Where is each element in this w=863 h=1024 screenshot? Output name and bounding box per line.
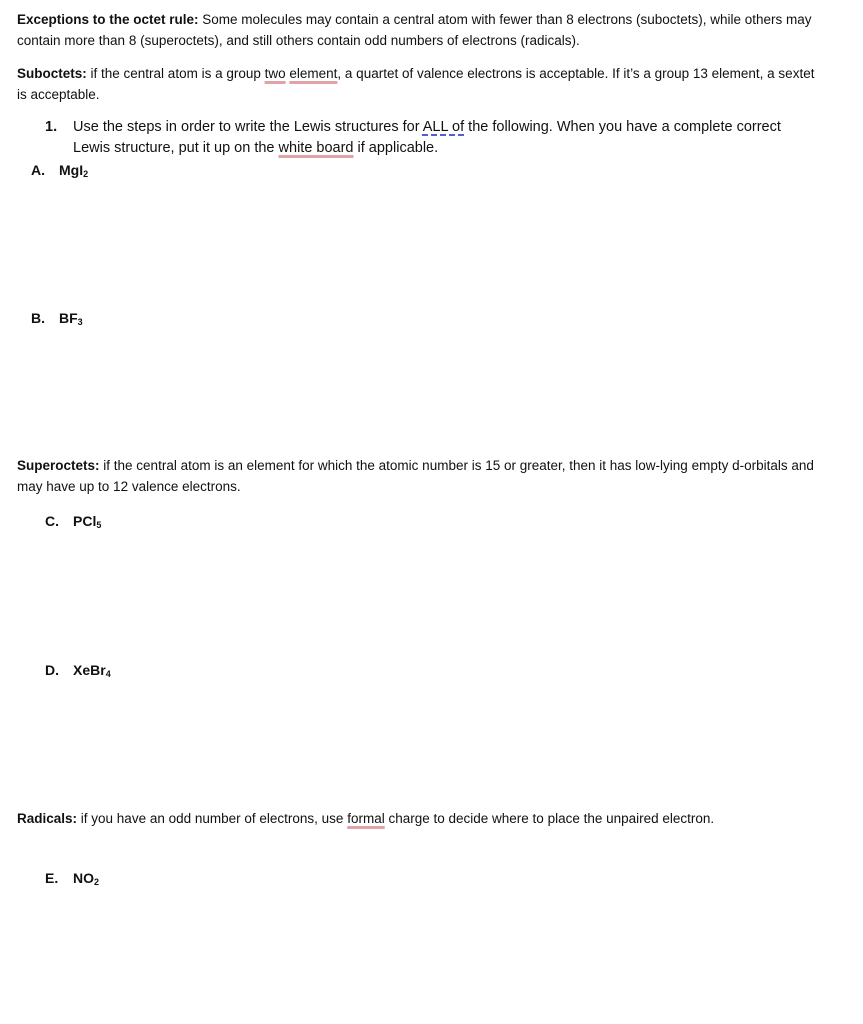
question-text-1: Use the steps in order to write the Lewis structures for [73,119,423,135]
item-c [45,511,101,531]
item-b-subscript: 3 [77,317,83,327]
item-e-formula: NO [73,870,94,886]
spelling-flag-two[interactable]: two [264,66,286,81]
question-text-2: the following. When you have a complete correct Lewis structure, put it up on the [73,119,781,156]
item-a-formula: MgI [59,162,84,178]
radicals-text-1: if you have an odd number of electrons, use [77,811,348,826]
radicals-text-2: charge to decide where to place the unpaired electron. [384,811,715,826]
spelling-flag-white-board[interactable]: white board [278,140,354,156]
item-a-subscript: 2 [83,169,89,179]
question-number: 1. [45,119,58,135]
item-c-label: C. [45,513,59,529]
radicals-paragraph [17,808,717,829]
intro-text: Some molecules may contain a central atom with fewer than 8 electrons (suboctets), while others may contain more than 8 (superoctets), and still others contain odd numbers of electrons (radicals). [17,12,812,48]
item-e-label: E. [45,870,59,886]
item-d-subscript: 4 [105,669,111,679]
item-c-subscript: 5 [96,520,102,530]
item-c-formula: PCl [73,513,97,529]
item-b-label: B. [31,310,45,326]
spelling-flag-element[interactable]: element [289,66,338,81]
suboctets-text-1: if the central atom is a group [86,66,265,81]
superoctets-paragraph [17,455,817,497]
item-d-label: D. [45,662,59,678]
item-a [31,160,88,180]
item-b [31,308,83,328]
superoctets-text: if the central atom is an element for which the atomic number is 15 or greater, then it has low-lying empty d-orbitals and may have up to 12 valence electrons. [17,458,814,494]
item-d [45,660,111,680]
suboctets-paragraph [17,63,817,105]
item-b-formula: BF [59,310,78,326]
intro-paragraph [17,9,817,51]
question-text [73,117,805,159]
superoctets-heading: Superoctets: [17,458,100,473]
spelling-flag-formal[interactable]: formal [347,811,385,826]
grammar-flag-all-of[interactable]: ALL of [422,119,465,135]
intro-heading: Exceptions to the octet rule: [17,12,199,27]
question-text-3: if applicable. [353,140,439,156]
item-e-subscript: 2 [94,877,100,887]
item-d-formula: XeBr [73,662,106,678]
item-e [45,868,99,888]
suboctets-heading: Suboctets: [17,66,87,81]
question-1 [45,117,805,159]
suboctets-text-2: , a quartet of valence electrons is acceptable. If it’s a group 13 element, a sextet is acceptable. [17,66,815,102]
radicals-heading: Radicals: [17,811,78,826]
item-a-label: A. [31,162,45,178]
